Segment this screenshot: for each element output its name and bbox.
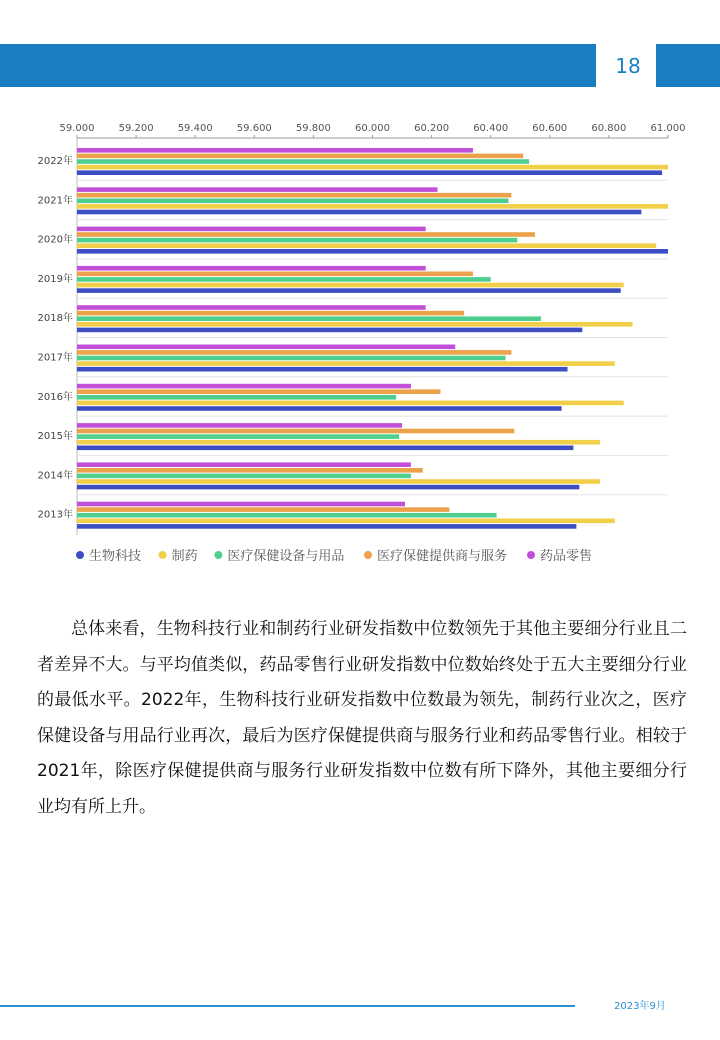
bar <box>77 159 529 164</box>
bar <box>77 406 562 411</box>
bar <box>77 328 582 333</box>
bar <box>77 266 426 271</box>
bar <box>77 272 473 277</box>
bar <box>77 154 523 159</box>
bar <box>77 446 573 451</box>
y-tick-label: 2020年 <box>37 234 73 246</box>
bar <box>77 288 621 293</box>
bar <box>77 204 668 209</box>
body-paragraph: 总体来看，生物科技行业和制药行业研发指数中位数领先于其他主要细分行业且二者差异不大。与平均值类似，药品零售行业研发指数中位数始终处于五大主要细分行业的最低水平。2022年，生物科技行业研发指数中位数最为领先，制药行业次之，医疗保健设备与用品行业再次，最后为医疗保健提供商与服务行业和药品零售行业。相较于2021年，除医疗保健提供商与服务行业研发指数中位数有所下降外，其他主要细分行业均有所上升。 <box>37 619 687 817</box>
bar <box>77 519 615 524</box>
bar <box>77 367 568 372</box>
bar <box>77 395 396 400</box>
bar <box>77 316 541 321</box>
y-tick-label: 2021年 <box>37 195 73 207</box>
bar <box>77 356 505 361</box>
bar <box>77 238 517 243</box>
bar <box>77 389 440 394</box>
legend-marker <box>76 551 84 559</box>
x-tick-label: 61.000 <box>650 123 686 134</box>
bar <box>77 468 423 473</box>
bar <box>77 232 535 237</box>
footer-line <box>0 1005 575 1007</box>
bar <box>77 345 455 350</box>
bar <box>77 350 511 355</box>
bar <box>77 502 405 507</box>
bar <box>77 361 615 366</box>
bar <box>77 249 668 254</box>
x-tick-label: 60.000 <box>355 123 390 134</box>
bar <box>77 401 624 406</box>
bar <box>77 210 641 215</box>
bar <box>77 322 633 327</box>
legend-label: 医疗保健设备与用品 <box>227 549 345 564</box>
bar <box>77 524 576 529</box>
bar <box>77 429 514 434</box>
y-tick-label: 2015年 <box>37 431 73 443</box>
bar <box>77 283 624 288</box>
footer-date: 2023年9月 <box>614 1001 666 1012</box>
x-tick-label: 60.600 <box>532 123 568 134</box>
y-tick-label: 2017年 <box>37 352 73 364</box>
y-tick-label: 2018年 <box>37 313 73 325</box>
bar <box>77 434 399 439</box>
bar <box>77 479 600 484</box>
bar <box>77 384 411 389</box>
legend-marker <box>527 551 535 559</box>
bar <box>77 311 464 316</box>
bar-chart <box>30 118 690 578</box>
x-tick-label: 59.200 <box>118 123 154 134</box>
y-tick-label: 2016年 <box>37 391 73 403</box>
legend-marker <box>214 551 222 559</box>
bar <box>77 277 491 282</box>
y-tick-label: 2019年 <box>37 273 73 285</box>
x-tick-label: 60.200 <box>414 123 450 134</box>
legend-label: 医疗保健提供商与服务 <box>377 549 508 564</box>
bar <box>77 170 662 175</box>
bar <box>77 423 402 428</box>
y-tick-label: 2022年 <box>37 156 73 167</box>
legend-label: 制药 <box>171 549 198 564</box>
bar <box>77 199 508 204</box>
bar <box>77 243 656 248</box>
header-bar <box>0 44 596 87</box>
x-tick-label: 59.600 <box>236 123 272 134</box>
bar <box>77 485 579 490</box>
x-tick-label: 59.800 <box>295 123 331 134</box>
legend-marker <box>159 551 167 559</box>
y-tick-label: 2014年 <box>37 470 73 482</box>
bar <box>77 462 411 467</box>
y-tick-label: 2013年 <box>37 509 73 521</box>
bar <box>77 165 668 170</box>
legend-label: 生物科技 <box>89 549 142 564</box>
bar <box>77 227 426 232</box>
header-accent <box>656 44 720 87</box>
bar <box>77 187 438 192</box>
legend-marker <box>364 551 372 559</box>
bar <box>77 305 426 310</box>
x-tick-label: 60.400 <box>473 123 509 134</box>
x-tick-label: 59.000 <box>59 123 95 134</box>
bar <box>77 148 473 153</box>
bar <box>77 193 511 198</box>
chart-svg <box>30 118 690 578</box>
page-number: 18 <box>602 44 654 87</box>
bar <box>77 474 411 479</box>
bar <box>77 507 449 512</box>
bar <box>77 513 497 518</box>
x-tick-label: 60.800 <box>591 123 627 134</box>
x-tick-label: 59.400 <box>177 123 213 134</box>
legend-label: 药品零售 <box>540 549 593 564</box>
bar <box>77 440 600 445</box>
